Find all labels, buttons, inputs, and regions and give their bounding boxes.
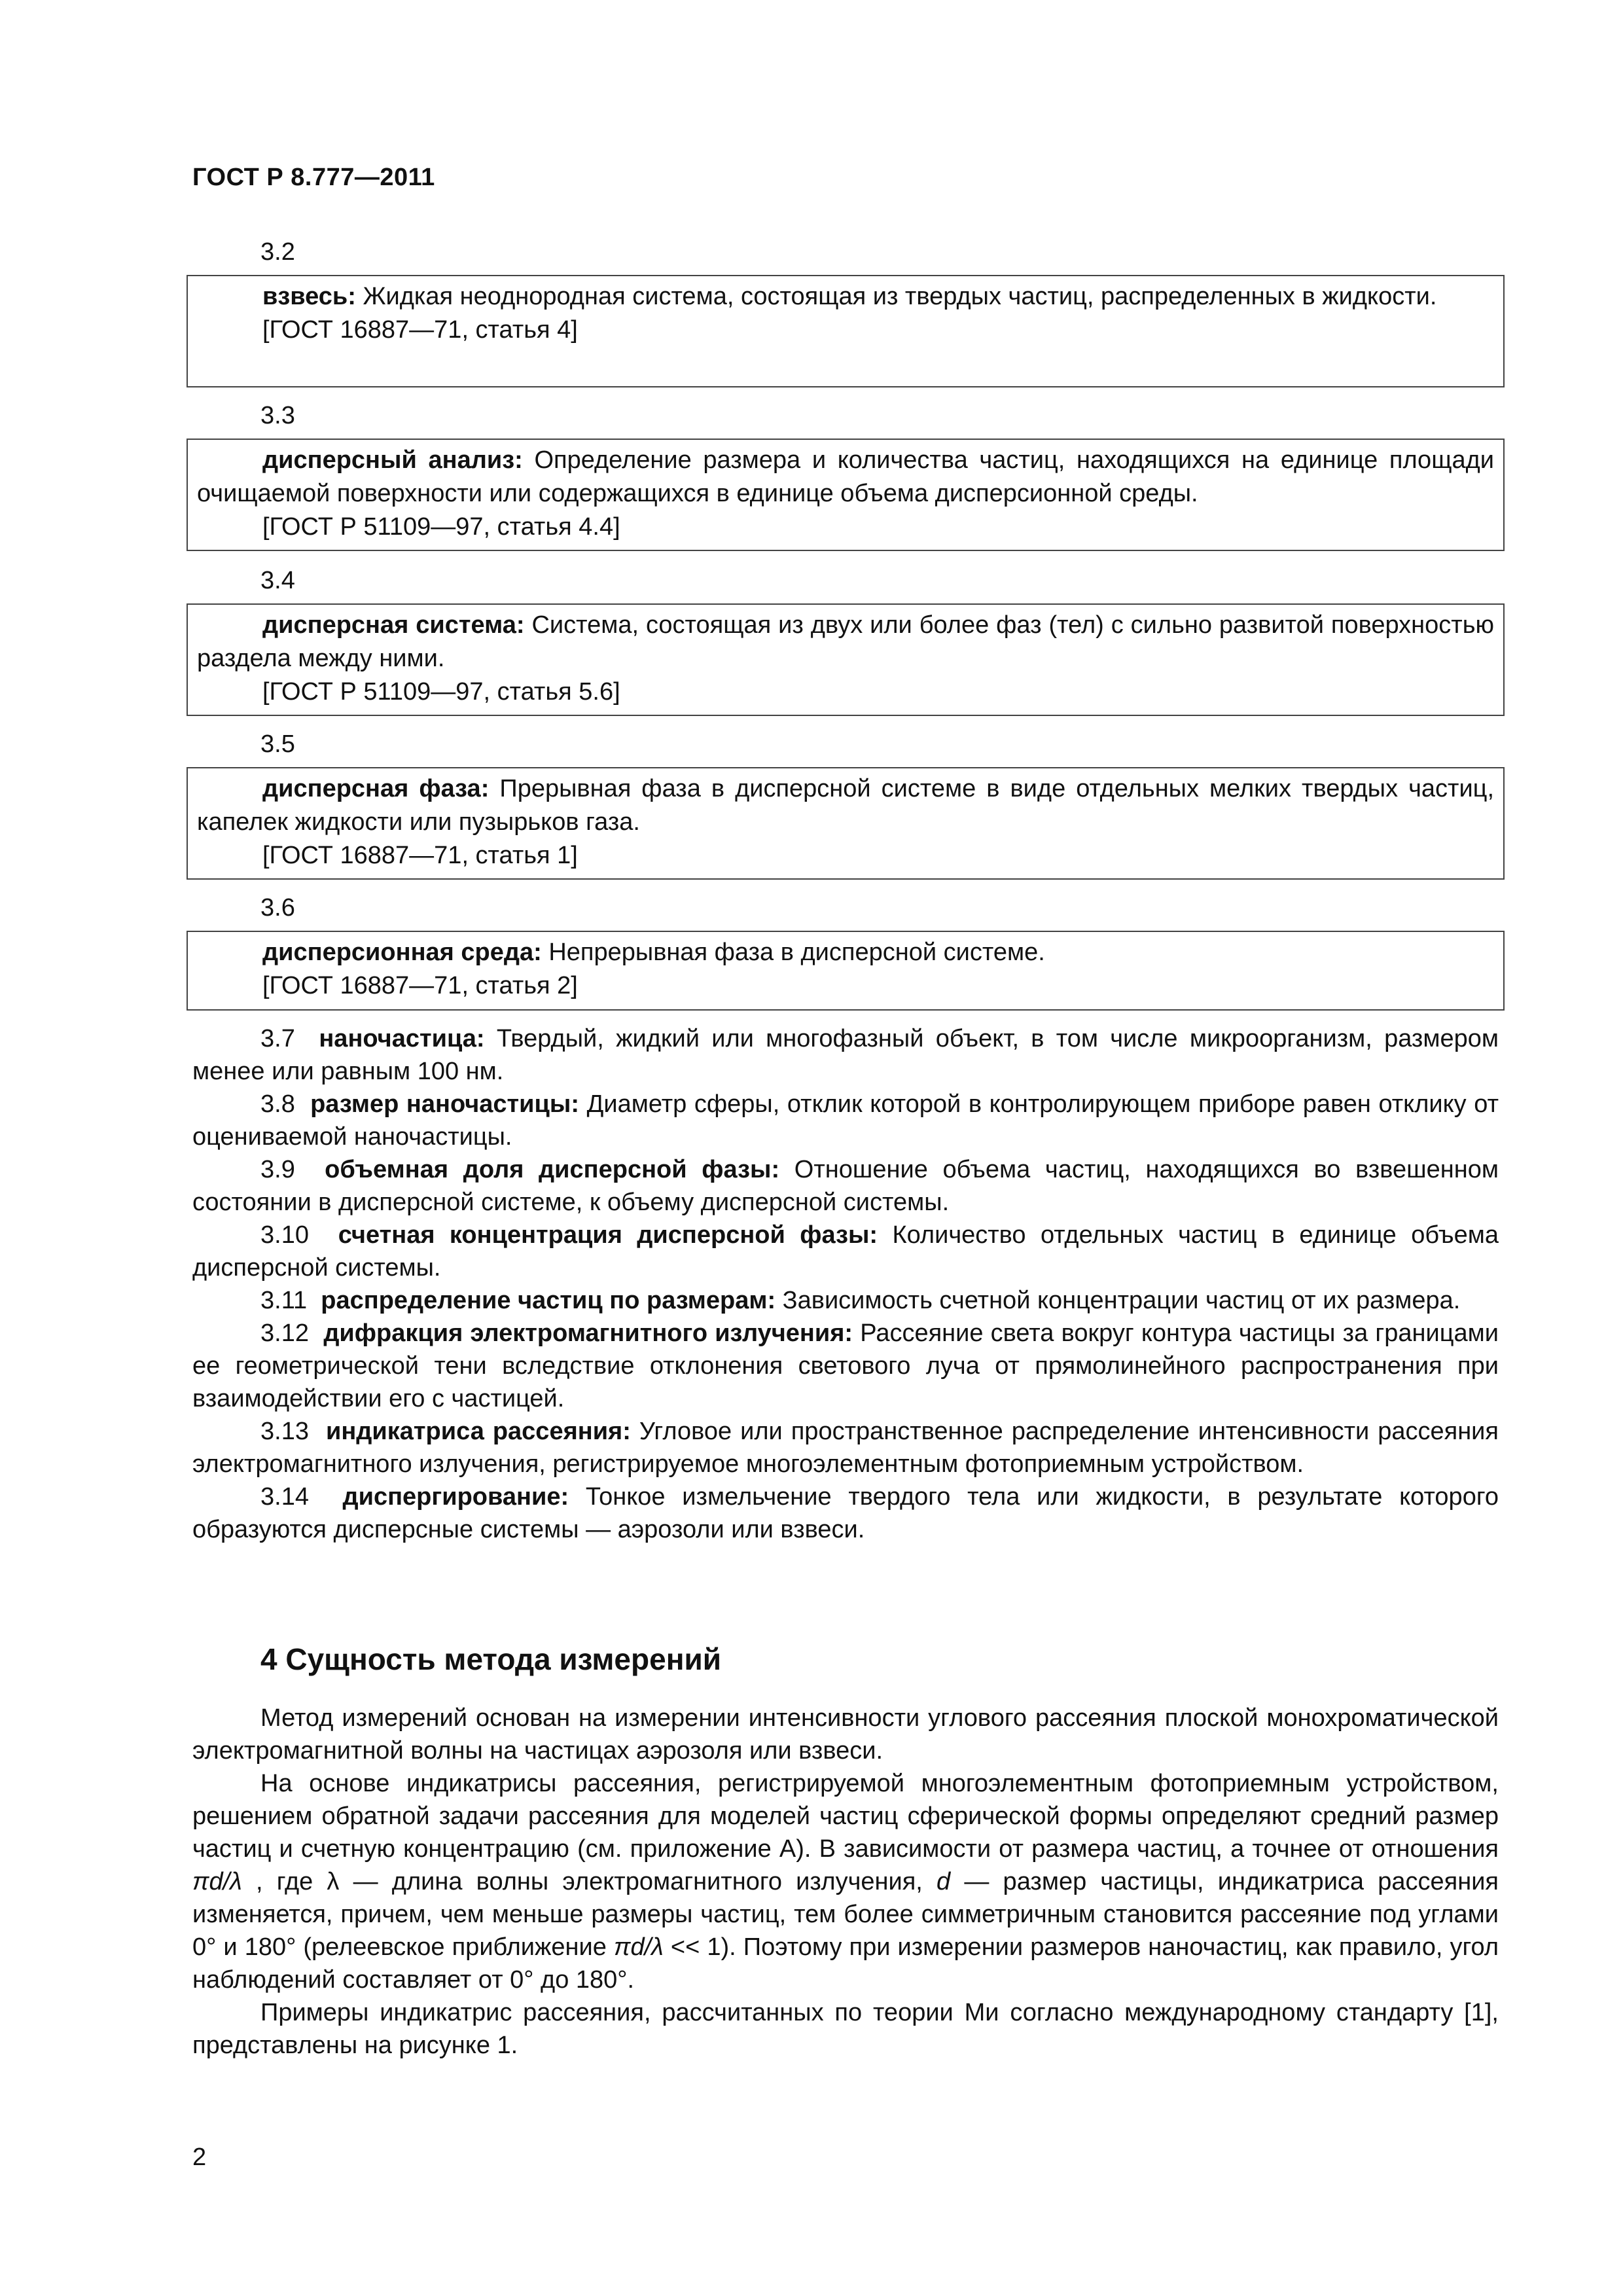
- term-text: Рассеяние света вокруг контура частицы за границами ее геометрической тени вследствие отклонения светового луча от прямолинейного распространения при взаимодействии его с частицей.: [192, 1319, 1499, 1412]
- term-paragraph: [192, 1022, 1499, 1088]
- text-run: — размер частицы, индикатриса рассеяния изменяется, причем, чем меньше размеры частиц, тем более симметричным становится рассеяние под углами 0° и 180° (релеевское приближение: [192, 1868, 1499, 1961]
- term-number: 3.6: [260, 894, 295, 922]
- term-number: 3.9: [260, 1156, 295, 1183]
- term-name: дисперсионная среда:: [262, 939, 542, 966]
- term-text: Отношение объема частиц, находящихся во взвешенном состоянии в дисперсной системе, к объему дисперсной системы.: [192, 1156, 1499, 1216]
- term-number: 3.8: [260, 1090, 295, 1118]
- term-name: индикатриса рассеяния:: [325, 1418, 631, 1445]
- term-name: объемная доля дисперсной фазы:: [325, 1156, 780, 1183]
- term-text: Количество отдельных частиц в единице объема дисперсной системы.: [192, 1221, 1499, 1282]
- term-name: дифракция электромагнитного излучения:: [323, 1319, 853, 1347]
- term-text: Твердый, жидкий или многофазный объект, в том числе микроорганизм, размером менее или равным 100 нм.: [192, 1025, 1499, 1085]
- term-number: 3.11: [260, 1287, 308, 1314]
- term-name: дисперсная фаза:: [262, 775, 490, 802]
- term-definition: [197, 444, 1494, 511]
- term-name: диспергирование:: [342, 1483, 569, 1511]
- term-number: 3.13: [260, 1418, 309, 1445]
- term-paragraph: [192, 1317, 1499, 1415]
- text-run: , где λ — длина волны электромагнитного излучения,: [241, 1868, 937, 1895]
- term-number: 3.4: [260, 567, 295, 594]
- term-name: размер наночастицы:: [310, 1090, 579, 1118]
- section-body: [192, 1702, 1499, 2062]
- term-number: 3.10: [260, 1221, 309, 1249]
- term-reference: [ГОСТ Р 51109—97, статья 5.6]: [262, 678, 620, 706]
- term-paragraph: [192, 1153, 1499, 1219]
- term-box: [187, 931, 1505, 1011]
- term-number: 3.2: [260, 238, 295, 266]
- page-number: 2: [192, 2144, 207, 2171]
- text-run: << 1). Поэтому при измерении размеров наночастиц, как правило, угол наблюдений составляет от 0° до 180°.: [192, 1933, 1499, 1994]
- term-name: дисперсный анализ:: [262, 446, 523, 474]
- term-number: 3.7: [260, 1025, 295, 1052]
- term-definition: [197, 936, 1494, 969]
- term-reference: [ГОСТ 16887—71, статья 1]: [262, 842, 578, 869]
- terms-list: [192, 1022, 1499, 1546]
- term-text: Прерывная фаза в дисперсной системе в виде отдельных мелких твердых частиц, капелек жидкости или пузырьков газа.: [197, 775, 1495, 836]
- term-box: [187, 275, 1505, 387]
- term-number: 3.12: [260, 1319, 309, 1347]
- term-text: Угловое или пространственное распределение интенсивности рассеяния электромагнитного излучения, регистрируемое многоэлементным фотоприемным устройством.: [192, 1418, 1499, 1478]
- term-text: Система, состоящая из двух или более фаз (тел) с сильно развитой поверхностью раздела между ними.: [197, 611, 1494, 672]
- section-paragraph: [192, 1767, 1499, 1996]
- term-number: 3.3: [260, 402, 295, 429]
- term-name: счетная концентрация дисперсной фазы:: [338, 1221, 878, 1249]
- term-text: Диаметр сферы, отклик которой в контролирующем приборе равен отклику от оцениваемой наночастицы.: [192, 1090, 1499, 1151]
- term-paragraph: [192, 1219, 1499, 1284]
- document-header: ГОСТ Р 8.777—2011: [192, 164, 435, 191]
- section-title: 4 Сущность метода измерений: [260, 1642, 722, 1676]
- term-reference: [ГОСТ 16887—71, статья 2]: [262, 972, 578, 999]
- term-paragraph: [192, 1088, 1499, 1153]
- term-reference: [ГОСТ 16887—71, статья 4]: [262, 316, 578, 344]
- term-name: дисперсная система:: [262, 611, 525, 639]
- term-definition: [197, 609, 1494, 675]
- term-name: наночастица:: [319, 1025, 485, 1052]
- term-text: Определение размера и количества частиц, находящихся на единице площади очищаемой поверхности или содержащихся в единице объема дисперсионной среды.: [197, 446, 1494, 507]
- term-paragraph: [192, 1415, 1499, 1480]
- term-name: распределение частиц по размерам:: [321, 1287, 776, 1314]
- term-box: [187, 603, 1505, 716]
- text-run: На основе индикатрисы рассеяния, регистрируемой многоэлементным фотоприемным устройством, решением обратной задачи рассеяния для моделей частиц сферической формы определяют средний размер частиц и счетную концентрацию (см. приложение А). В зависимости от размера частиц, а точнее от отношения: [192, 1770, 1499, 1863]
- term-definition: [197, 772, 1494, 839]
- term-number: 3.5: [260, 730, 295, 758]
- term-text: Непрерывная фаза в дисперсной системе.: [541, 939, 1045, 966]
- term-number: 3.14: [260, 1483, 309, 1511]
- term-text: Зависимость счетной концентрации частиц от их размера.: [776, 1287, 1461, 1314]
- term-text: Жидкая неоднородная система, состоящая из твердых частиц, распределенных в жидкости.: [355, 283, 1437, 310]
- term-text: Тонкое измельчение твердого тела или жидкости, в результате которого образуются дисперсные системы — аэрозоли или взвеси.: [192, 1483, 1499, 1543]
- section-paragraph: Метод измерений основан на измерении интенсивности углового рассеяния плоской монохроматической электромагнитной волны на частицах аэрозоля или взвеси.: [192, 1704, 1499, 1765]
- term-paragraph: [192, 1480, 1499, 1546]
- section-paragraph: Примеры индикатрис рассеяния, рассчитанных по теории Ми согласно международному стандарту [1], представлены на рисунке 1.: [192, 1999, 1499, 2059]
- term-box: [187, 439, 1505, 551]
- term-name: взвесь:: [262, 283, 356, 310]
- formula: πd/λ: [613, 1933, 664, 1961]
- term-box: [187, 767, 1505, 880]
- term-definition: [197, 280, 1494, 314]
- formula: πd/λ: [192, 1868, 242, 1895]
- term-reference: [ГОСТ Р 51109—97, статья 4.4]: [262, 513, 620, 541]
- variable: d: [936, 1868, 951, 1895]
- term-paragraph: [192, 1284, 1499, 1317]
